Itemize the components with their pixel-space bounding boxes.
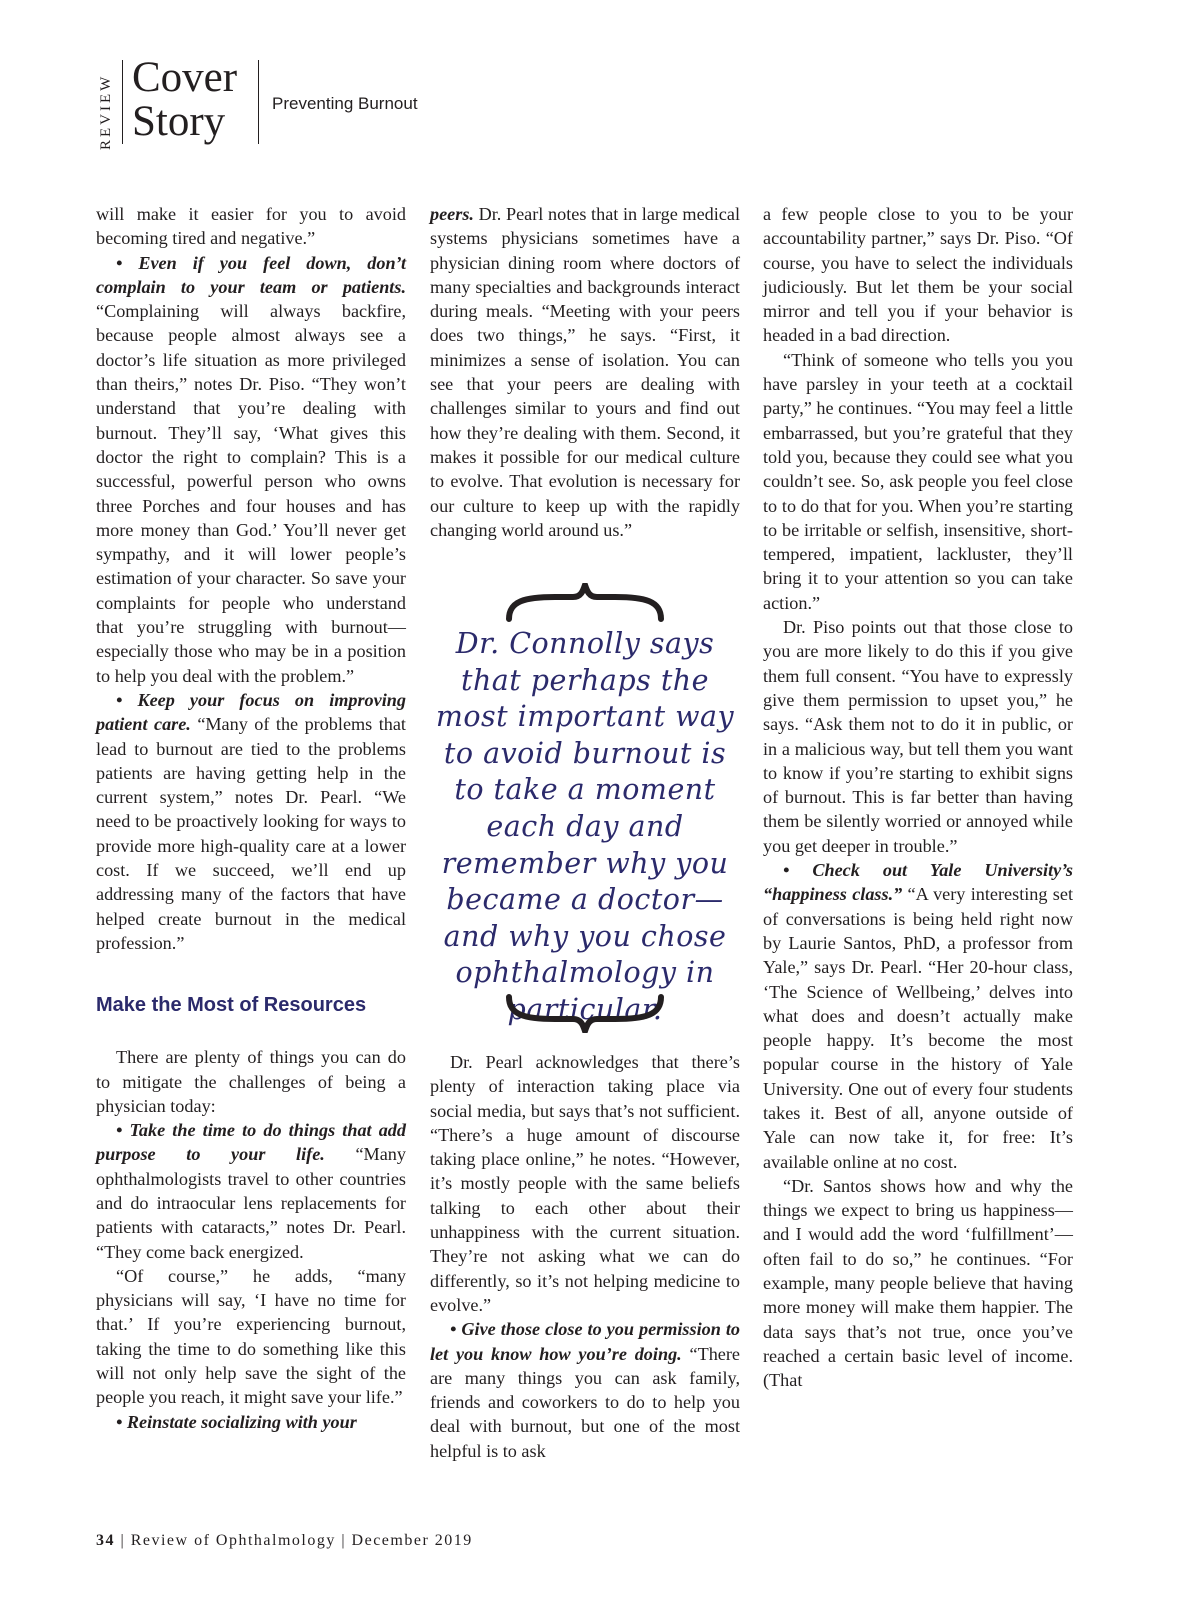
footer-separator-2: | [335, 1532, 352, 1549]
col1-paragraph-5 [96, 1118, 406, 1264]
col1-paragraph-2 [96, 251, 406, 688]
column-2-lower [430, 1050, 740, 1463]
column-1 [96, 202, 406, 1434]
col2-lead-1: peers. [430, 204, 474, 224]
col2-paragraph-2: Dr. Pearl acknowledges that there’s plenty of interaction taking place via social media, but says that’s not sufficient. “There’s a huge amount of discourse taking place online,” he notes. “However, it’s mostly people with the same beliefs talking to each other about their unhappiness with the current situation. They’re not asking what we can do differently, so it’s not helping medicine to evolve.” [430, 1052, 740, 1315]
col1-body-2: “Complaining will always backfire, because people almost always see a doctor’s life situation as more privileged than theirs,” notes Dr. Piso. “They won’t understand that you’re dealing with burnout. They’ll say, ‘What gives this doctor the right to complain? This is a successful, powerful person who owns three Porches and four houses and has more money than God.’ You’ll never get sympathy, and it will lower people’s estimation of your character. So save your complaints for people who understand that you’re struggling with burnout—especially those who may be in a position to help you deal with the problem.” [96, 301, 406, 686]
cover-title-line2: Story [132, 98, 226, 145]
cover-title-line1: Cover [132, 54, 238, 101]
col1-body-3: “Many of the problems that lead to burnout are tied to the problems patients are having getting help in the current system,” notes Dr. Pearl. “We need to be proactively looking for ways to provide more high-quality care at a lower cost. If we succeed, we’ll end up addressing many of the factors that have helped create burnout in the medical profession.” [96, 714, 406, 953]
page-footer [96, 1532, 473, 1550]
col3-paragraph-3: Dr. Piso points out that those close to you are more likely to do this if you give them full consent. “You have to expressly give them permission to upset you,” he says. “Ask them not to do it in public, or in a malicious way, but tell them you want to know if you’re starting to exhibit signs of burnout. This is far better than having them be silently worried or annoyed while you get deeper in trouble.” [763, 617, 1073, 856]
col3-body-4: “A very interesting set of conversations is being held right now by Laurie Santos, PhD, a professor from Yale,” says Dr. Pearl. “Her 20-hour class, ‘The Science of Wellbeing,’ delves into what does and doesn’t actually make people happy. It’s become the most popular course in the history of Yale University. One out of every four students takes it. Best of all, anyone outside of Yale can now take it, for free: It’s available online at no cost. [763, 884, 1074, 1172]
col1-lead-3: • Keep your focus on improving patient care. [96, 689, 406, 735]
col3-paragraph-2: “Think of someone who tells you you have parsley in your teeth at a cocktail party,” he continues. “You may feel a little embarrassed, but you’re grateful that they told you, because they could see what you couldn’t see. So, ask people you feel close to to do that for you. When you’re starting to be irritable or selfish, insensitive, short-tempered, impatient, lackluster, they’ll bring it to your attention so you can take action.” [763, 349, 1073, 613]
col2-body-1: Dr. Pearl notes that in large medical systems physicians sometimes have a physician dining room where doctors of many specialties and backgrounds interact during meals. “Meeting with your peers does two things,” he says. “First, it minimizes a sense of isolation. You can see that your peers are dealing with challenges similar to yours and find out how they’re dealing with them. Second, it makes it possible for our medical culture to evolve. That evolution is necessary for our culture to keep up with the rapidly changing world around us.” [430, 204, 740, 540]
pull-quote [430, 583, 740, 1033]
brace-bottom-icon [505, 993, 665, 1033]
col1-lead-2: • Even if you feel down, don’t complain to your team or patients. [96, 252, 406, 297]
col1-lead-7: • Reinstate socializing with your [116, 1411, 357, 1432]
subhead-resources: Make the Most of Resources [96, 994, 367, 1017]
col2-paragraph-1 [430, 202, 740, 542]
col1-paragraph-4: There are plenty of things you can do to mitigate the challenges of being a physician today: [96, 1047, 406, 1116]
col1-paragraph-1: will make it easier for you to avoid becoming tired and negative.” [96, 204, 406, 249]
page-number: 34 [96, 1532, 115, 1549]
col2-lead-3: • Give those close to you permission to let you know how you’re doing. [430, 1319, 740, 1364]
col2-body-3: “There are many things you can ask family, friends and coworkers to do to help you deal with burnout, but one of the most helpful is to ask [430, 1343, 740, 1461]
section-label: Preventing Burnout [272, 94, 418, 113]
col1-paragraph-3 [96, 688, 406, 955]
header-divider-left [122, 60, 123, 144]
col3-paragraph-5: “Dr. Santos shows how and why the things we expect to bring us happiness—and I would add the word ‘fulfillment’—often fail to do so,” he continues. “For example, many people believe that having more money will make them happier. The data says that’s not true, once you’ve reached a certain basic level of income. (That [763, 1175, 1073, 1391]
header-divider-right [258, 60, 259, 144]
review-vertical-label: REVIEW [98, 73, 114, 150]
col1-lead-5: • Take the time to do things that add purpose to your life. [96, 1120, 406, 1165]
footer-separator-1: | [115, 1532, 131, 1549]
col1-paragraph-6: “Of course,” he adds, “many physicians will say, ‘I have no time for that.’ If you’re experiencing burnout, taking the time to do something like this will not only help save the sight of the people you reach, it might save your life.” [96, 1265, 406, 1408]
column-3 [763, 202, 1073, 1393]
col1-body-5: “Many ophthalmologists travel to other countries and do intraocular lens replacements for patients with cataracts,” notes Dr. Pearl. “They come back energized. [96, 1144, 406, 1262]
col3-paragraph-1: a few people close to you to be your accountability partner,” says Dr. Piso. “Of course, you have to select the individuals judiciously. But let them be your social mirror and tell you if your behavior is headed in a bad direction. [763, 204, 1073, 346]
col3-paragraph-4 [763, 858, 1073, 1174]
col3-lead-4: • Check out Yale University’s “happiness class.” [763, 860, 1073, 905]
cover-story-title [132, 56, 237, 144]
col2-paragraph-3 [430, 1317, 740, 1463]
pull-quote-text: Dr. Connolly says that perhaps the most important way to avoid burnout is to take a moment each day and remember why you became a doctor—and why you chose ophthalmology in particular. [435, 627, 735, 1026]
col1-paragraph-7 [96, 1410, 406, 1434]
brace-top-icon [505, 583, 665, 623]
publication-name: Review of Ophthalmology [130, 1532, 336, 1549]
column-2 [430, 202, 740, 542]
issue-date: December 2019 [351, 1532, 473, 1549]
